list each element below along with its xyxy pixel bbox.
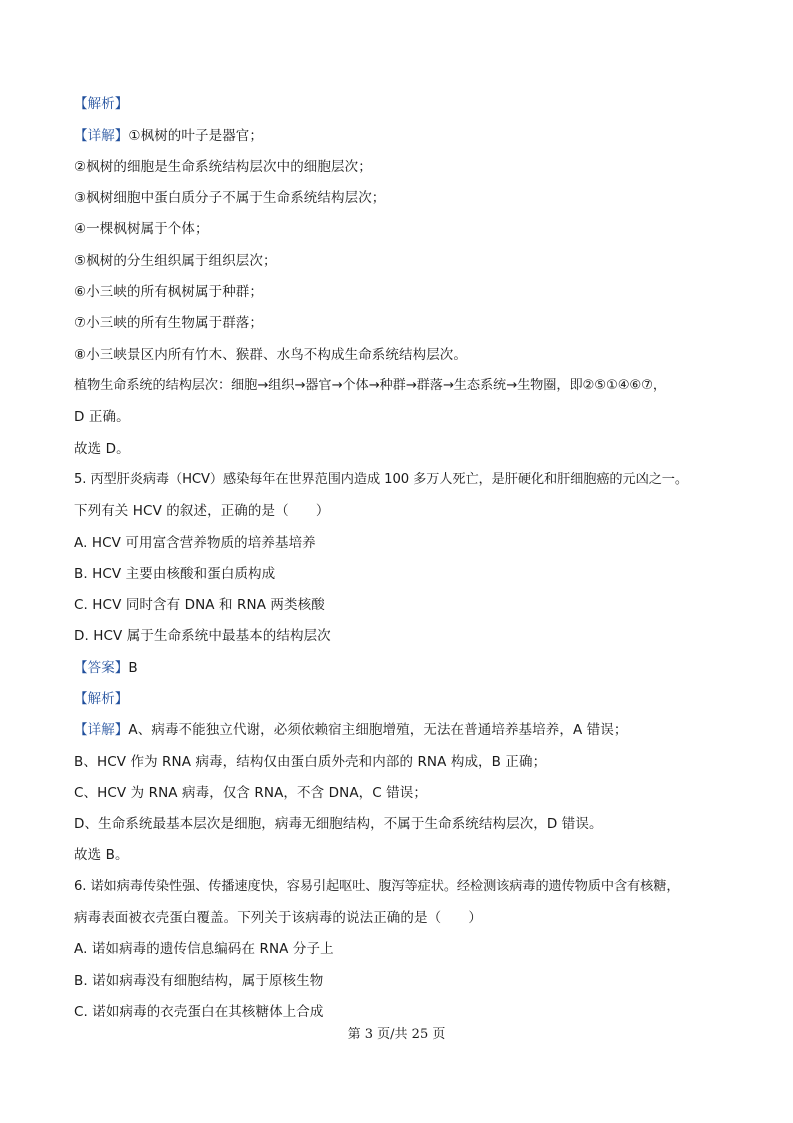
detail-line: ⑥小三峡的所有枫树属于种群； bbox=[74, 284, 264, 300]
detail-line bbox=[74, 127, 263, 145]
question-6-stem: 6. 诺如病毒传染性强、传播速度快，容易引起呕吐、腹泻等症状。经检测该病毒的遗传物质中含有核糖， bbox=[74, 879, 680, 894]
conclusion-line: 故选 D。 bbox=[74, 441, 130, 457]
detail-line: C、HCV 为 RNA 病毒，仅含 RNA，不含 DNA，C 错误； bbox=[74, 785, 427, 801]
option-a: A. HCV 可用富含营养物质的培养基培养 bbox=[74, 535, 316, 551]
option-c: C. HCV 同时含有 DNA 和 RNA 两类核酸 bbox=[74, 597, 325, 613]
page-number-footer: 第 3 页/共 25 页 bbox=[347, 1027, 446, 1042]
detail-line: 植物生命系统的结构层次：细胞→组织→器官→个体→种群→群落→生态系统→生物圈，即②⑤①④⑥⑦， bbox=[74, 378, 666, 393]
detail-tag: 【详解】 bbox=[74, 722, 129, 738]
conclusion-line: 故选 B。 bbox=[74, 847, 129, 863]
answer-line bbox=[74, 659, 138, 677]
answer-tag: 【答案】 bbox=[74, 660, 129, 676]
analysis-tag: 【解析】 bbox=[74, 691, 129, 707]
option-b: B. 诺如病毒没有细胞结构，属于原核生物 bbox=[74, 973, 324, 989]
detail-line: B、HCV 作为 RNA 病毒，结构仅由蛋白质外壳和内部的 RNA 构成，B 正确； bbox=[74, 754, 547, 770]
answer-value: B bbox=[128, 660, 138, 676]
detail-tag: 【详解】 bbox=[74, 128, 129, 144]
detail-line: ⑤枫树的分生组织属于组织层次； bbox=[74, 253, 277, 269]
option-a: A. 诺如病毒的遗传信息编码在 RNA 分子上 bbox=[74, 941, 334, 957]
question-6-stem: 病毒表面被衣壳蛋白覆盖。下列关于该病毒的说法正确的是（ ） bbox=[74, 910, 482, 926]
detail-text: A、病毒不能独立代谢，必须依赖宿主细胞增殖，无法在普通培养基培养，A 错误； bbox=[128, 722, 628, 738]
detail-line bbox=[74, 721, 627, 739]
detail-line: ③枫树细胞中蛋白质分子不属于生命系统结构层次； bbox=[74, 190, 386, 206]
option-d: D. HCV 属于生命系统中最基本的结构层次 bbox=[74, 628, 331, 644]
detail-line: D、生命系统最基本层次是细胞，病毒无细胞结构，不属于生命系统结构层次，D 错误。 bbox=[74, 816, 603, 832]
detail-line: ④一棵枫树属于个体； bbox=[74, 221, 209, 237]
document-page bbox=[74, 0, 724, 1123]
detail-line: ⑧小三峡景区内所有竹木、猴群、水鸟不构成生命系统结构层次。 bbox=[74, 347, 468, 363]
detail-text: ①枫树的叶子是器官； bbox=[128, 128, 264, 144]
detail-line: D 正确。 bbox=[74, 409, 130, 425]
question-5-stem: 5. 丙型肝炎病毒（HCV）感染每年在世界范围内造成 100 多万人死亡，是肝硬化和肝细胞癌的元凶之一。 bbox=[74, 472, 688, 487]
detail-line: ②枫树的细胞是生命系统结构层次中的细胞层次； bbox=[74, 159, 372, 175]
detail-line: ⑦小三峡的所有生物属于群落； bbox=[74, 315, 264, 331]
analysis-tag: 【解析】 bbox=[74, 96, 129, 112]
option-c: C. 诺如病毒的衣壳蛋白在其核糖体上合成 bbox=[74, 1004, 324, 1020]
question-5-stem: 下列有关 HCV 的叙述，正确的是（ ） bbox=[74, 503, 330, 519]
option-b: B. HCV 主要由核酸和蛋白质构成 bbox=[74, 566, 276, 582]
